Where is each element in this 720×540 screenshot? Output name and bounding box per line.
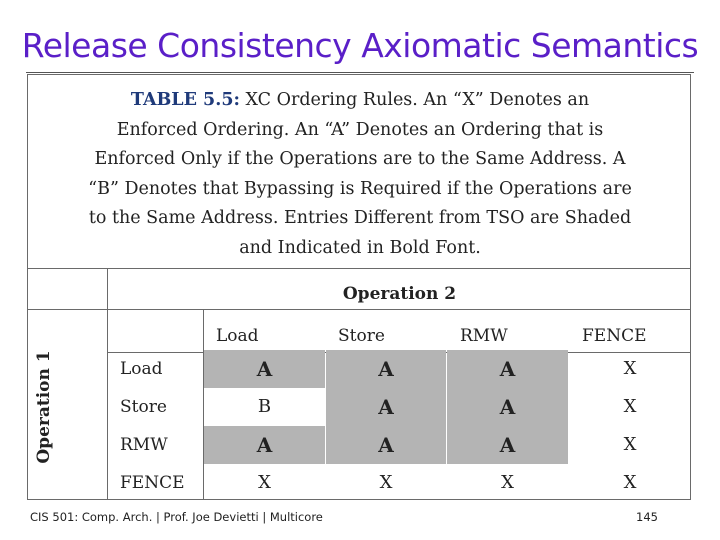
table-cell: A	[326, 350, 446, 388]
table-rule-header	[27, 309, 691, 310]
table-cell: X	[623, 434, 637, 455]
table-cell: A	[204, 426, 325, 464]
caption-label: TABLE 5.5:	[130, 90, 240, 110]
column-header-fence: FENCE	[582, 326, 647, 346]
caption-line-3: Enforced Only if the Operations are to the Same Address. A	[94, 149, 626, 170]
caption-line-4: “B” Denotes that Bypassing is Required if the Operations are	[88, 178, 632, 199]
row-header-load: Load	[120, 359, 163, 379]
table-cell: A	[326, 426, 446, 464]
caption-line-5: to the Same Address. Entries Different from TSO are Shaded	[88, 208, 632, 229]
slide-number: 145	[636, 510, 658, 524]
slide-title: Release Consistency Axiomatic Semantics	[21, 26, 699, 65]
table-cell: A	[447, 426, 568, 464]
caption-line-6: and Indicated in Bold Font.	[239, 237, 481, 258]
table-cell: A	[447, 388, 568, 426]
table-cell: B	[257, 396, 272, 417]
row-header-rmw: RMW	[120, 435, 168, 455]
table-cell: X	[258, 472, 271, 493]
title-underline	[26, 72, 694, 73]
table-cell: X	[623, 472, 637, 493]
column-header-store: Store	[338, 326, 385, 346]
table-cell: X	[623, 396, 637, 417]
row-header-store: Store	[120, 397, 167, 417]
table-cell: A	[447, 350, 568, 388]
column-header-load: Load	[216, 326, 259, 346]
table-rule-top	[27, 268, 691, 269]
table-cell: X	[379, 472, 393, 493]
footer-course-info: CIS 501: Comp. Arch. | Prof. Joe Devietti | Multicore	[30, 510, 323, 524]
caption-text-1: XC Ordering Rules. An “X” Denotes an	[245, 90, 590, 110]
column-header-rmw: RMW	[460, 326, 508, 346]
row-header-fence: FENCE	[120, 473, 185, 493]
caption-line-1	[0, 86, 720, 116]
operation-2-header: Operation 2	[342, 284, 457, 304]
caption-line-2: Enforced Ordering. An “A” Denotes an Ordering that is	[116, 119, 604, 140]
table-cell: A	[204, 350, 325, 388]
table-cell: X	[623, 358, 637, 379]
table-cell: X	[501, 472, 514, 493]
table-caption	[0, 86, 720, 264]
operation-1-header: Operation 1	[34, 350, 54, 464]
table-cell: A	[326, 388, 446, 426]
